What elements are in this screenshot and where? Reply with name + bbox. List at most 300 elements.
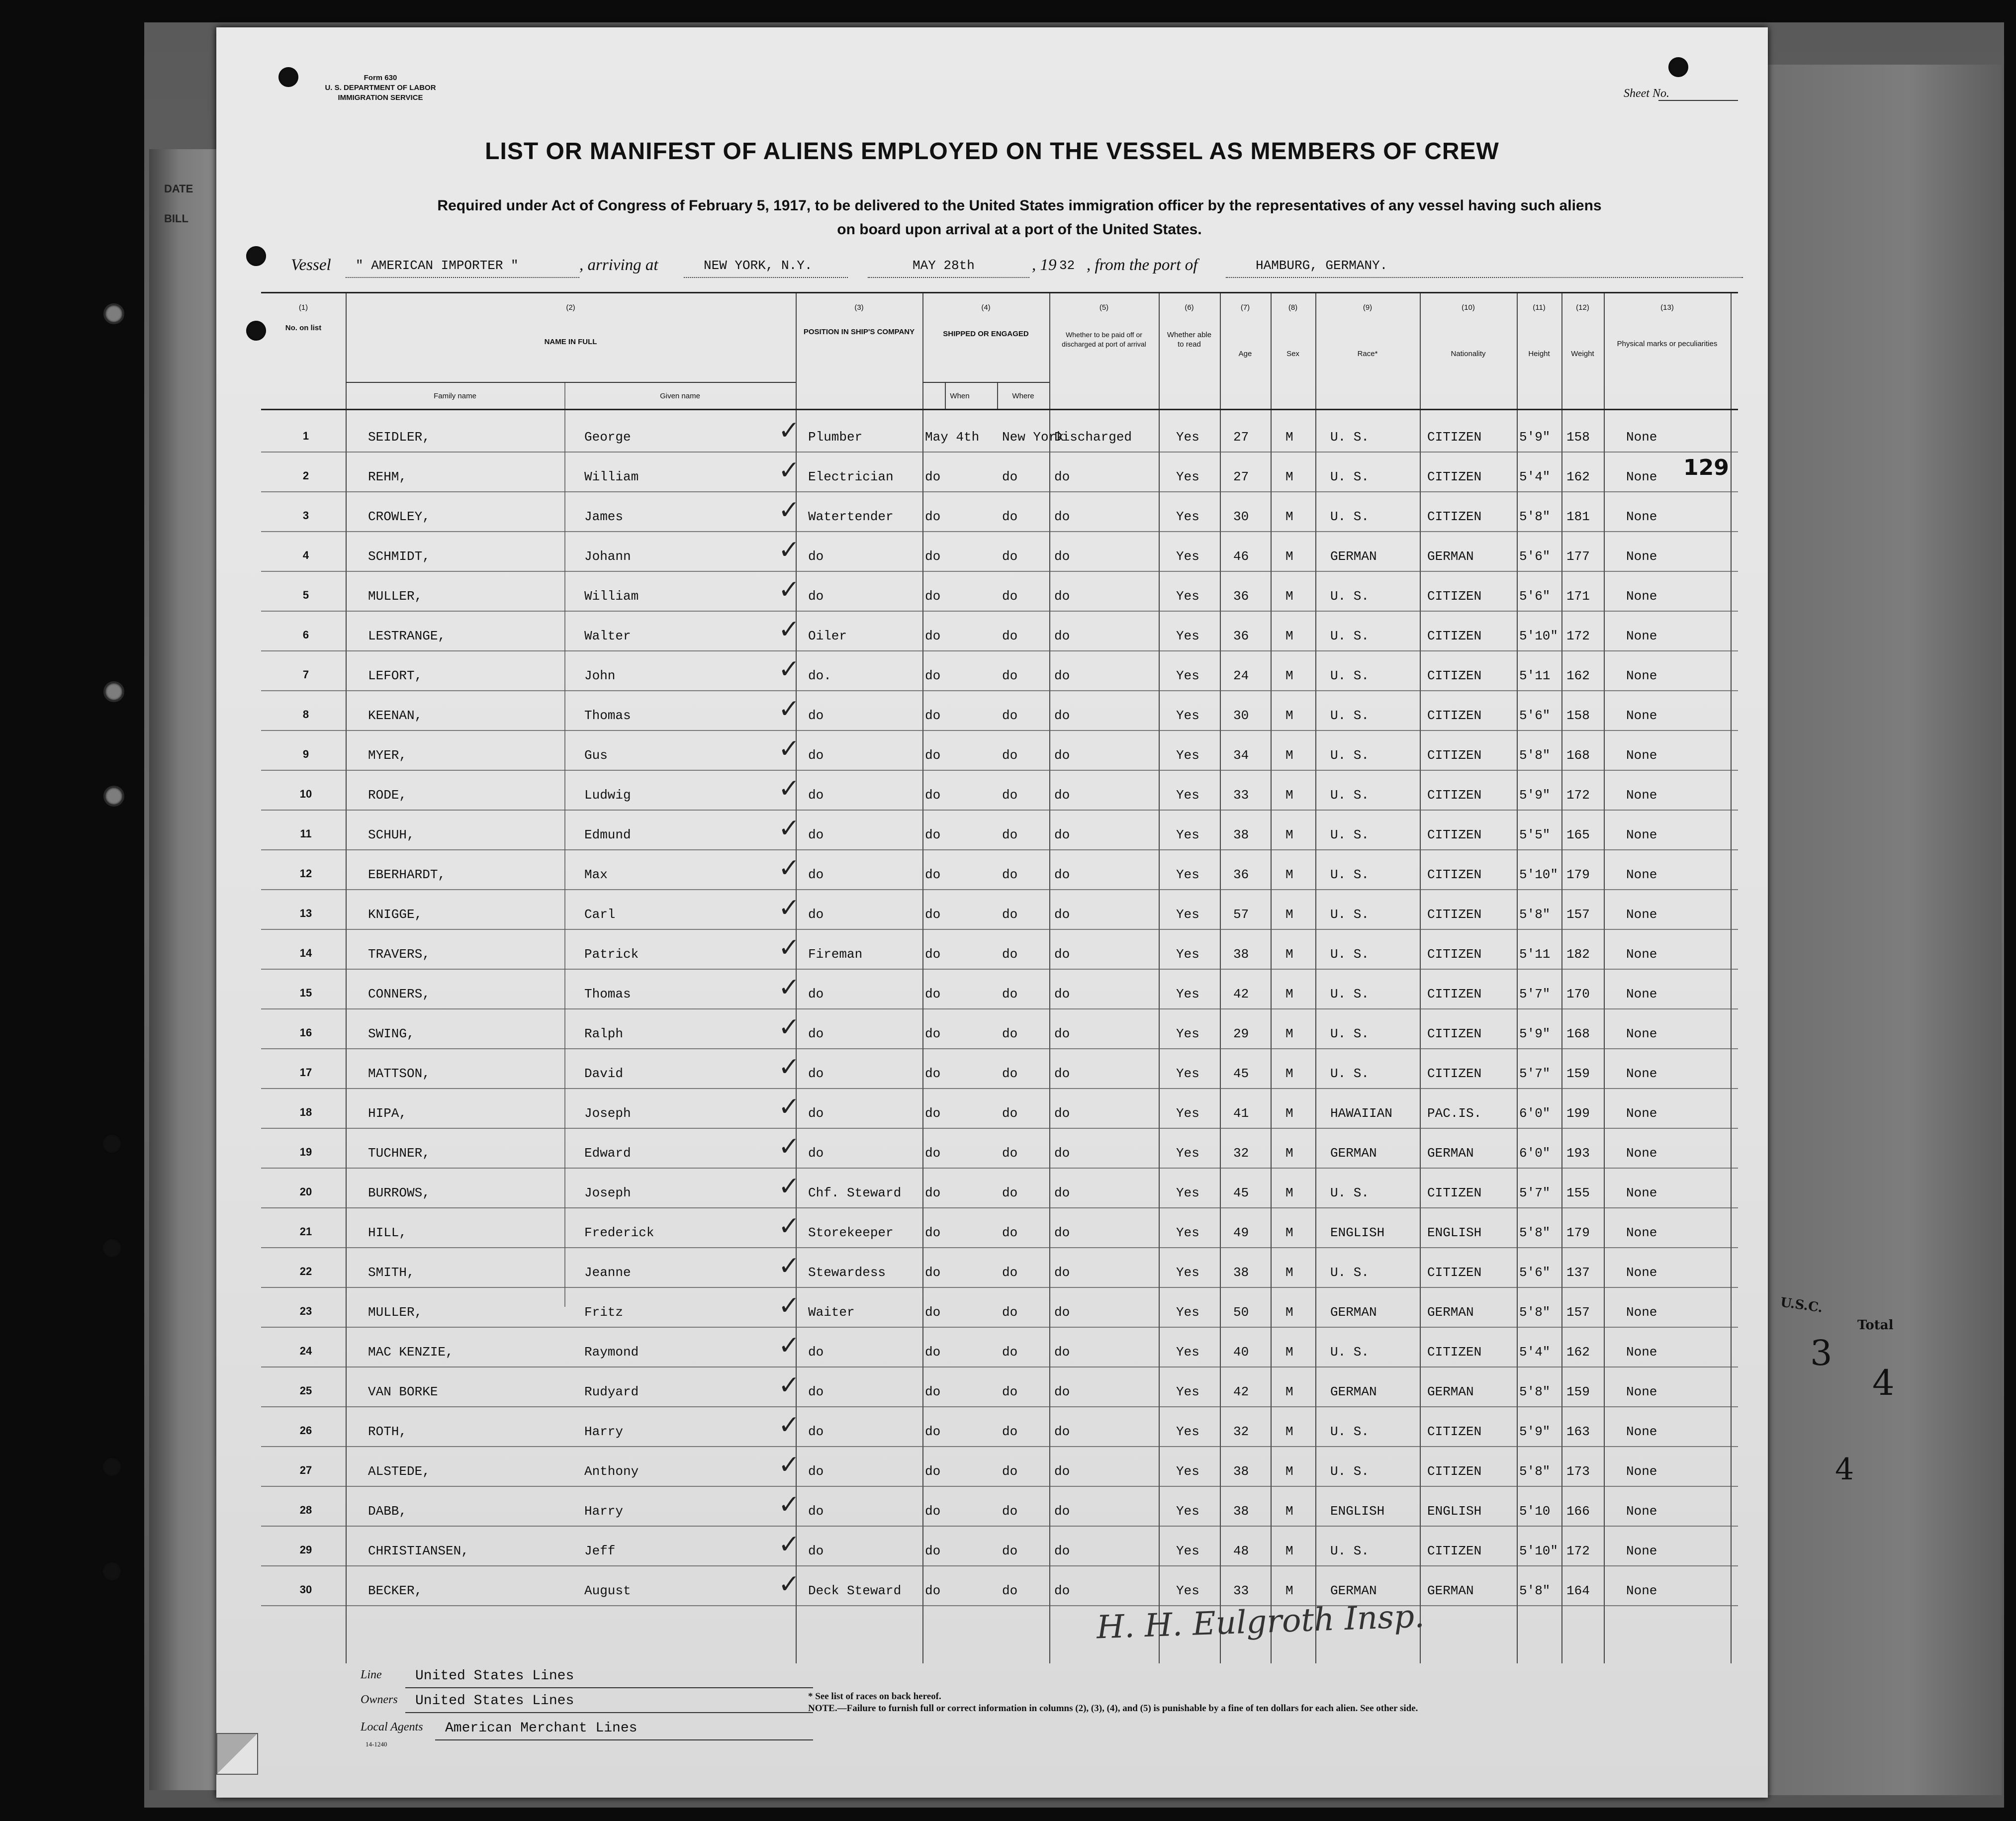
cell-weight: 166 (1566, 1504, 1590, 1519)
cell-age: 45 (1233, 1066, 1249, 1081)
right-backing-strip (1768, 65, 2002, 1795)
cell-family-name: SCHMIDT, (368, 549, 430, 564)
cell-physical-marks: None (1626, 907, 1657, 922)
cell-race: U. S. (1330, 1345, 1370, 1360)
cell-height: 6'0" (1519, 1106, 1551, 1121)
cell-given-name: Johann (584, 549, 631, 564)
col-5-number: (5) (1099, 303, 1109, 312)
cell-able-to-read: Yes (1176, 947, 1199, 962)
cell-row-number: 7 (302, 668, 309, 681)
cell-shipped-where: do (1002, 708, 1018, 723)
cell-height: 5'8" (1519, 509, 1551, 524)
check-mark-icon: ✓ (778, 1410, 800, 1440)
cell-height: 5'8" (1519, 1305, 1551, 1320)
line-value: United States Lines (415, 1668, 574, 1684)
cell-position: do (808, 589, 824, 604)
check-mark-icon: ✓ (778, 615, 800, 644)
left-margin-stamp (164, 174, 193, 234)
row-rule (261, 1048, 1738, 1049)
cell-family-name: HILL, (368, 1225, 407, 1240)
crew-table (261, 292, 1738, 1663)
cell-given-name: Harry (584, 1424, 624, 1439)
cell-shipped-when: do (925, 788, 941, 803)
cell-position: do (808, 788, 824, 803)
cell-age: 27 (1233, 430, 1249, 445)
cell-able-to-read: Yes (1176, 668, 1199, 683)
cell-paid-off-status: do (1054, 1265, 1070, 1280)
cell-height: 5'9" (1519, 788, 1551, 803)
from-port: HAMBURG, GERMANY. (1256, 258, 1388, 273)
cell-given-name: Frederick (584, 1225, 654, 1240)
cell-paid-off-status: do (1054, 748, 1070, 763)
cell-nationality: CITIZEN (1427, 867, 1482, 882)
cell-row-number: 4 (302, 549, 309, 561)
cell-physical-marks: None (1626, 827, 1657, 842)
cell-race: U. S. (1330, 708, 1370, 723)
cell-nationality: CITIZEN (1427, 1345, 1482, 1360)
cell-shipped-where: do (1002, 1106, 1018, 1121)
cell-given-name: Fritz (584, 1305, 624, 1320)
cell-age: 40 (1233, 1345, 1249, 1360)
cell-sex: M (1285, 1544, 1293, 1558)
cell-family-name: LEFORT, (368, 668, 423, 683)
check-mark-icon: ✓ (778, 1569, 800, 1599)
cell-row-number: 27 (299, 1464, 312, 1476)
cell-height: 5'10" (1519, 867, 1558, 882)
cell-shipped-where: do (1002, 867, 1018, 882)
cell-shipped-when: do (925, 1146, 941, 1161)
cell-sex: M (1285, 668, 1293, 683)
check-mark-icon: ✓ (778, 654, 800, 684)
cell-shipped-when: do (925, 1305, 941, 1320)
cell-height: 5'6" (1519, 589, 1551, 604)
arriving-port: NEW YORK, N.Y. (704, 258, 813, 273)
cell-race: U. S. (1330, 1066, 1370, 1081)
cell-able-to-read: Yes (1176, 1265, 1199, 1280)
cell-race: U. S. (1330, 668, 1370, 683)
cell-age: 50 (1233, 1305, 1249, 1320)
cell-shipped-when: May 4th (925, 430, 980, 445)
row-rule (261, 770, 1738, 771)
cell-shipped-when: do (925, 1464, 941, 1479)
cell-given-name: Ludwig (584, 788, 631, 803)
check-mark-icon: ✓ (778, 455, 800, 485)
cell-position: do (808, 907, 824, 922)
cell-race: U. S. (1330, 1464, 1370, 1479)
cell-row-number: 9 (302, 748, 309, 760)
cell-position: do (808, 1106, 824, 1121)
cell-able-to-read: Yes (1176, 469, 1199, 484)
col-10-number: (10) (1462, 303, 1475, 312)
cell-nationality: CITIZEN (1427, 509, 1482, 524)
cell-row-number: 30 (299, 1583, 312, 1596)
cell-shipped-when: do (925, 629, 941, 643)
cell-able-to-read: Yes (1176, 748, 1199, 763)
cell-family-name: MYER, (368, 748, 407, 763)
cell-position: do. (808, 668, 831, 683)
cell-able-to-read: Yes (1176, 430, 1199, 445)
cell-family-name: HIPA, (368, 1106, 407, 1121)
cell-position: do (808, 827, 824, 842)
cell-physical-marks: None (1626, 1185, 1657, 1200)
cell-shipped-where: do (1002, 1185, 1018, 1200)
cell-weight: 179 (1566, 1225, 1590, 1240)
cell-physical-marks: None (1626, 589, 1657, 604)
from-port-label: , from the port of (1087, 256, 1198, 274)
cell-race: GERMAN (1330, 1146, 1377, 1161)
cell-shipped-when: do (925, 1583, 941, 1598)
cell-sex: M (1285, 430, 1293, 445)
col-2-number: (2) (566, 303, 575, 312)
cell-able-to-read: Yes (1176, 907, 1199, 922)
cell-race: U. S. (1330, 748, 1370, 763)
cell-given-name: James (584, 509, 624, 524)
cell-height: 5'5" (1519, 827, 1551, 842)
cell-shipped-when: do (925, 1106, 941, 1121)
cell-nationality: CITIZEN (1427, 987, 1482, 1002)
cell-height: 5'8" (1519, 1583, 1551, 1598)
cell-weight: 172 (1566, 629, 1590, 643)
check-mark-icon: ✓ (778, 774, 800, 804)
header-weight: Weight (1571, 350, 1594, 358)
cell-given-name: Jeanne (584, 1265, 631, 1280)
cell-weight: 157 (1566, 1305, 1590, 1320)
cell-nationality: GERMAN (1427, 1583, 1474, 1598)
header-where: Where (1012, 392, 1034, 400)
row-rule (261, 1565, 1738, 1566)
cell-weight: 162 (1566, 469, 1590, 484)
cell-position: Stewardess (808, 1265, 886, 1280)
port-underline (684, 277, 848, 278)
cell-shipped-where: do (1002, 668, 1018, 683)
cell-row-number: 22 (299, 1265, 312, 1277)
cell-shipped-when: do (925, 1424, 941, 1439)
cell-family-name: ALSTEDE, (368, 1464, 430, 1479)
cell-shipped-where: do (1002, 1225, 1018, 1240)
col-1-number: (1) (298, 303, 308, 312)
subtitle-line-2: on board upon arrival at a port of the United States. (837, 221, 1202, 238)
cell-race: GERMAN (1330, 1583, 1377, 1598)
cell-family-name: CONNERS, (368, 987, 430, 1002)
cell-sex: M (1285, 1225, 1293, 1240)
cell-shipped-where: do (1002, 1305, 1018, 1320)
cell-race: U. S. (1330, 827, 1370, 842)
header-family-name: Family name (434, 392, 476, 400)
cell-row-number: 13 (299, 907, 312, 919)
cell-nationality: PAC.IS. (1427, 1106, 1482, 1121)
cell-sex: M (1285, 947, 1293, 962)
cell-weight: 182 (1566, 947, 1590, 962)
cell-height: 5'8" (1519, 907, 1551, 922)
cell-position: do (808, 1345, 824, 1360)
cell-nationality: CITIZEN (1427, 907, 1482, 922)
sheet-number-field (1658, 100, 1738, 101)
binder-hole (102, 1134, 122, 1154)
cell-sex: M (1285, 1345, 1293, 1360)
cell-physical-marks: None (1626, 1026, 1657, 1041)
cell-able-to-read: Yes (1176, 788, 1199, 803)
cell-age: 38 (1233, 1464, 1249, 1479)
check-mark-icon: ✓ (778, 535, 800, 565)
cell-sex: M (1285, 509, 1293, 524)
cell-nationality: CITIZEN (1427, 629, 1482, 643)
year-prefix: , 19 (1032, 256, 1057, 274)
cell-nationality: CITIZEN (1427, 1185, 1482, 1200)
cell-shipped-where: do (1002, 1504, 1018, 1519)
arriving-label: , arriving at (579, 256, 658, 274)
handwritten-4: 4 (1872, 1363, 1895, 1403)
cell-given-name: David (584, 1066, 624, 1081)
cell-weight: 137 (1566, 1265, 1590, 1280)
cell-able-to-read: Yes (1176, 1066, 1199, 1081)
cell-nationality: CITIZEN (1427, 1544, 1482, 1558)
cell-paid-off-status: do (1054, 469, 1070, 484)
cell-age: 27 (1233, 469, 1249, 484)
form-header-block (323, 73, 438, 103)
cell-race: ENGLISH (1330, 1504, 1385, 1519)
cell-sex: M (1285, 788, 1293, 803)
cell-family-name: CROWLEY, (368, 509, 430, 524)
cell-shipped-when: do (925, 1026, 941, 1041)
cell-family-name: BECKER, (368, 1583, 423, 1598)
cell-physical-marks: None (1626, 987, 1657, 1002)
page-subtitle (306, 194, 1733, 242)
cell-shipped-where: do (1002, 509, 1018, 524)
form-number: Form 630 (364, 74, 397, 82)
cell-given-name: Walter (584, 629, 631, 643)
cell-paid-off-status: do (1054, 867, 1070, 882)
cell-given-name: Jeff (584, 1544, 616, 1558)
row-rule (261, 531, 1738, 532)
cell-age: 57 (1233, 907, 1249, 922)
cell-row-number: 6 (302, 629, 309, 641)
cell-row-number: 21 (299, 1225, 312, 1238)
cell-paid-off-status: do (1054, 907, 1070, 922)
cell-family-name: REHM, (368, 469, 407, 484)
cell-physical-marks: None (1626, 1265, 1657, 1280)
binder-hole (103, 786, 124, 807)
cell-paid-off-status: do (1054, 1146, 1070, 1161)
cell-family-name: SCHUH, (368, 827, 415, 842)
cell-age: 24 (1233, 668, 1249, 683)
cell-given-name: Joseph (584, 1106, 631, 1121)
cell-row-number: 10 (299, 788, 312, 800)
cell-family-name: RODE, (368, 788, 407, 803)
cell-paid-off-status: do (1054, 1464, 1070, 1479)
cell-height: 5'10" (1519, 629, 1558, 643)
check-mark-icon: ✓ (778, 1211, 800, 1241)
cell-paid-off-status: do (1054, 1026, 1070, 1041)
cell-height: 5'11 (1519, 668, 1551, 683)
cell-shipped-where: do (1002, 1026, 1018, 1041)
cell-given-name: Raymond (584, 1345, 639, 1360)
cell-position: Waiter (808, 1305, 855, 1320)
cell-position: Oiler (808, 629, 847, 643)
total-note: Total (1857, 1318, 1894, 1333)
cell-position: do (808, 748, 824, 763)
cell-shipped-where: do (1002, 589, 1018, 604)
cell-given-name: Thomas (584, 987, 631, 1002)
cell-sex: M (1285, 1066, 1293, 1081)
cell-age: 36 (1233, 867, 1249, 882)
cell-race: U. S. (1330, 1026, 1370, 1041)
cell-height: 5'8" (1519, 1225, 1551, 1240)
check-mark-icon: ✓ (778, 694, 800, 724)
cell-given-name: Anthony (584, 1464, 639, 1479)
cell-row-number: 19 (299, 1146, 312, 1158)
cell-age: 49 (1233, 1225, 1249, 1240)
cell-shipped-when: do (925, 987, 941, 1002)
cell-position: Electrician (808, 469, 894, 484)
agents-label: Local Agents (361, 1721, 423, 1733)
cell-family-name: SWING, (368, 1026, 415, 1041)
department-name: U. S. DEPARTMENT OF LABOR (325, 84, 436, 92)
cell-paid-off-status: do (1054, 668, 1070, 683)
check-mark-icon: ✓ (778, 1132, 800, 1162)
header-sex: Sex (1286, 350, 1299, 358)
cell-shipped-where: do (1002, 1583, 1018, 1598)
cell-shipped-when: do (925, 1544, 941, 1558)
cell-physical-marks: None (1626, 788, 1657, 803)
cell-race: HAWAIIAN (1330, 1106, 1392, 1121)
check-mark-icon: ✓ (778, 1251, 800, 1281)
row-rule (261, 849, 1738, 850)
cell-nationality: GERMAN (1427, 1146, 1474, 1161)
cell-row-number: 1 (302, 430, 309, 442)
cell-paid-off-status: do (1054, 629, 1070, 643)
owners-label: Owners (361, 1693, 398, 1706)
cell-able-to-read: Yes (1176, 987, 1199, 1002)
cell-shipped-where: do (1002, 469, 1018, 484)
cell-height: 5'9" (1519, 1026, 1551, 1041)
cell-physical-marks: None (1626, 430, 1657, 445)
cell-able-to-read: Yes (1176, 1225, 1199, 1240)
cell-shipped-when: do (925, 947, 941, 962)
cell-age: 33 (1233, 788, 1249, 803)
header-nationality: Nationality (1451, 350, 1486, 358)
cell-weight: 173 (1566, 1464, 1590, 1479)
col-4-number: (4) (981, 303, 991, 312)
cell-paid-off-status: do (1054, 509, 1070, 524)
cell-row-number: 12 (299, 867, 312, 880)
cell-able-to-read: Yes (1176, 629, 1199, 643)
cell-physical-marks: None (1626, 1504, 1657, 1519)
cell-row-number: 16 (299, 1026, 312, 1039)
cell-sex: M (1285, 469, 1293, 484)
cell-row-number: 17 (299, 1066, 312, 1079)
cell-nationality: GERMAN (1427, 1305, 1474, 1320)
check-mark-icon: ✓ (778, 416, 800, 446)
cell-physical-marks: None (1626, 1583, 1657, 1598)
cell-row-number: 23 (299, 1305, 312, 1317)
cell-paid-off-status: Discharged (1054, 430, 1132, 445)
cell-paid-off-status: do (1054, 1066, 1070, 1081)
cell-height: 5'10 (1519, 1504, 1551, 1519)
cell-position: do (808, 1504, 824, 1519)
cell-paid-off-status: do (1054, 1504, 1070, 1519)
cell-row-number: 28 (299, 1504, 312, 1516)
cell-weight: 172 (1566, 788, 1590, 803)
cell-weight: 172 (1566, 1544, 1590, 1558)
cell-position: do (808, 549, 824, 564)
cell-weight: 164 (1566, 1583, 1590, 1598)
check-mark-icon: ✓ (778, 1331, 800, 1361)
cell-shipped-when: do (925, 1066, 941, 1081)
usc-note: U.S.C. (1779, 1295, 1824, 1316)
cell-position: Storekeeper (808, 1225, 894, 1240)
cell-given-name: Thomas (584, 708, 631, 723)
cell-height: 5'9" (1519, 430, 1551, 445)
cell-given-name: August (584, 1583, 631, 1598)
arrival-date: MAY 28th (913, 258, 975, 273)
cell-shipped-where: do (1002, 1345, 1018, 1360)
check-mark-icon: ✓ (778, 1450, 800, 1480)
cell-shipped-where: do (1002, 788, 1018, 803)
cell-weight: 157 (1566, 907, 1590, 922)
cell-weight: 158 (1566, 430, 1590, 445)
cell-shipped-where: New York (1002, 430, 1064, 445)
cell-age: 42 (1233, 1384, 1249, 1399)
row-rule (261, 929, 1738, 930)
cell-sex: M (1285, 589, 1293, 604)
cell-sex: M (1285, 708, 1293, 723)
cell-nationality: CITIZEN (1427, 1424, 1482, 1439)
check-mark-icon: ✓ (778, 1092, 800, 1122)
cell-weight: 165 (1566, 827, 1590, 842)
cell-row-number: 11 (300, 827, 312, 840)
cell-race: U. S. (1330, 947, 1370, 962)
cell-row-number: 2 (302, 469, 309, 482)
handwritten-number: 129 (1683, 455, 1729, 480)
cell-given-name: Harry (584, 1504, 624, 1519)
cell-position: Plumber (808, 430, 863, 445)
cell-physical-marks: None (1626, 1544, 1657, 1558)
cell-physical-marks: None (1626, 1146, 1657, 1161)
row-rule (261, 1088, 1738, 1089)
check-mark-icon: ✓ (778, 1490, 800, 1520)
cell-weight: 181 (1566, 509, 1590, 524)
cell-given-name: Gus (584, 748, 608, 763)
cell-able-to-read: Yes (1176, 1544, 1199, 1558)
service-name: IMMIGRATION SERVICE (338, 93, 423, 102)
row-rule (261, 690, 1738, 691)
cell-age: 36 (1233, 589, 1249, 604)
cell-able-to-read: Yes (1176, 509, 1199, 524)
cell-row-number: 20 (299, 1185, 312, 1198)
cell-family-name: CHRISTIANSEN, (368, 1544, 469, 1558)
row-rule (261, 1327, 1738, 1328)
cell-weight: 159 (1566, 1066, 1590, 1081)
cell-row-number: 15 (299, 987, 312, 999)
cell-shipped-when: do (925, 509, 941, 524)
cell-given-name: George (584, 430, 631, 445)
cell-position: do (808, 1424, 824, 1439)
cell-height: 5'8" (1519, 748, 1551, 763)
cell-paid-off-status: do (1054, 1305, 1070, 1320)
cell-race: GERMAN (1330, 1384, 1377, 1399)
cell-weight: 177 (1566, 549, 1590, 564)
cell-row-number: 8 (302, 708, 309, 721)
cell-able-to-read: Yes (1176, 1146, 1199, 1161)
cell-shipped-where: do (1002, 1066, 1018, 1081)
cell-row-number: 25 (299, 1384, 312, 1397)
cell-able-to-read: Yes (1176, 1026, 1199, 1041)
cell-race: U. S. (1330, 469, 1370, 484)
cell-nationality: CITIZEN (1427, 1464, 1482, 1479)
cell-able-to-read: Yes (1176, 1424, 1199, 1439)
vessel-name: " AMERICAN IMPORTER " (356, 258, 519, 273)
cell-physical-marks: None (1626, 1225, 1657, 1240)
